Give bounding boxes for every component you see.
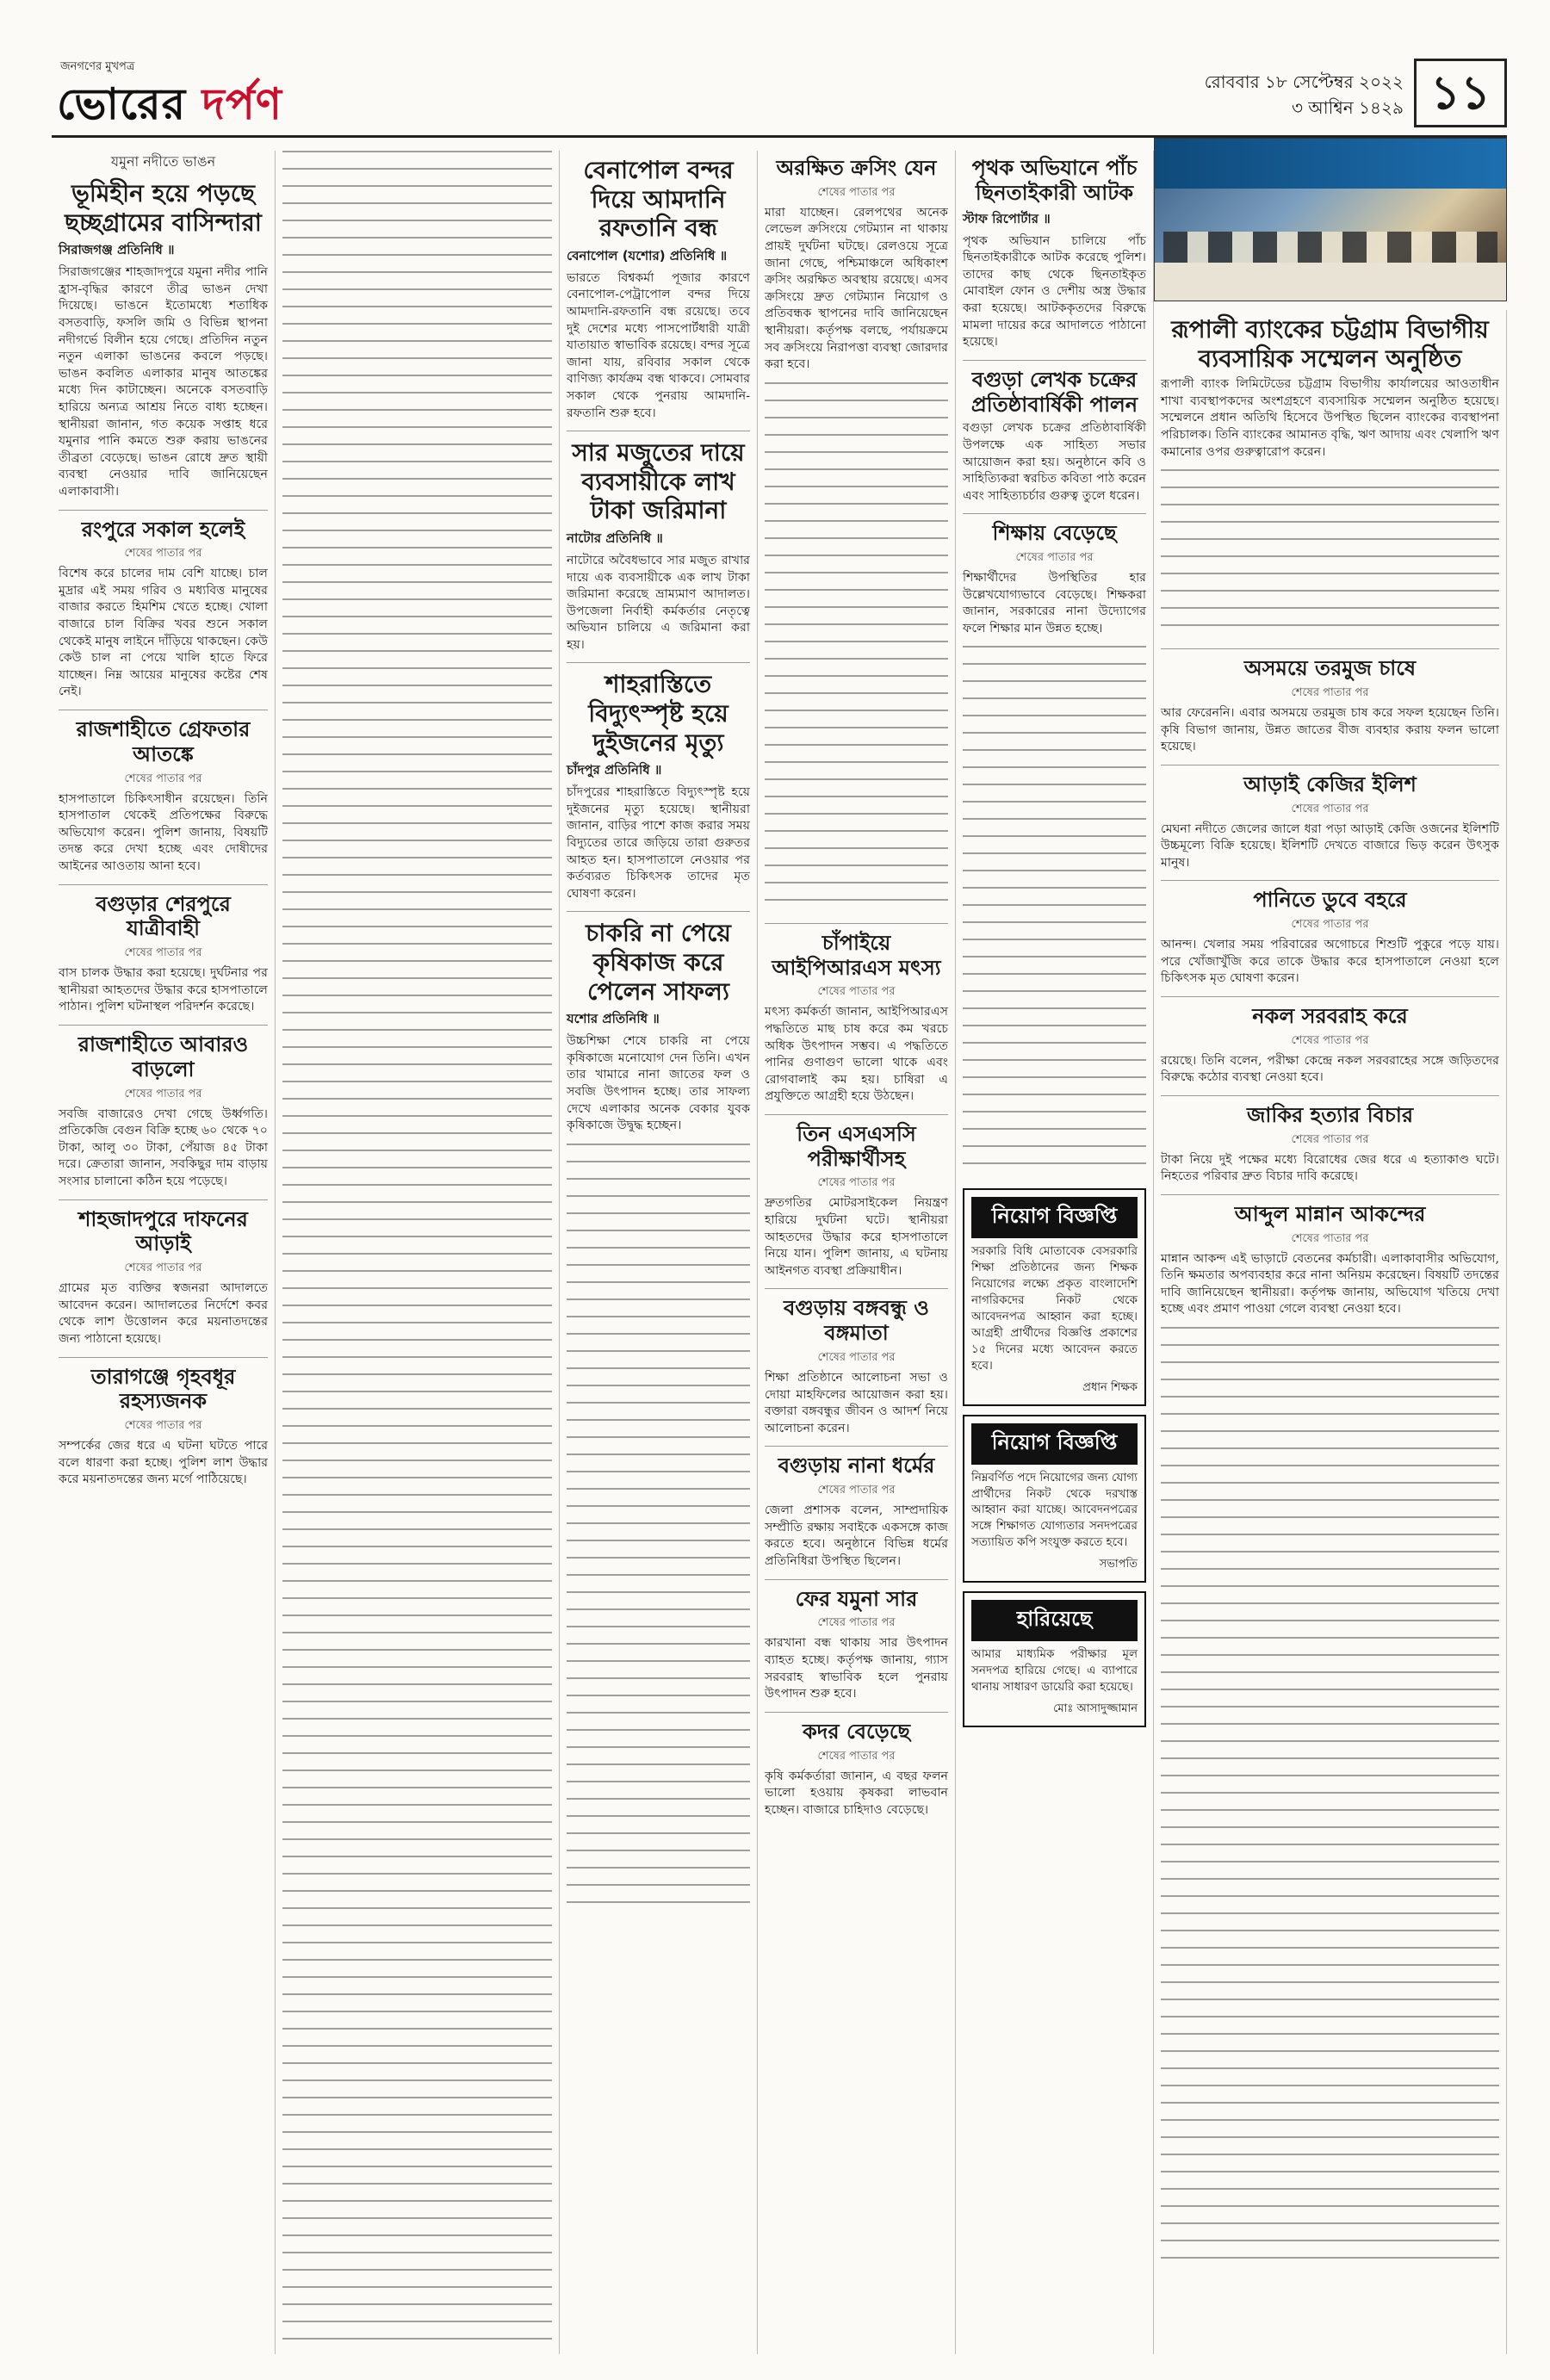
story-continued: শেষের পাতার পর <box>1291 1132 1369 1146</box>
story-jamuna-sar[interactable] <box>765 1587 948 1703</box>
story-taraganj[interactable] <box>59 1365 268 1489</box>
divider <box>1161 996 1499 997</box>
story-body: কারখানা বন্ধ থাকায় সার উৎপাদন ব্যাহত হচ্ছে। কর্তৃপক্ষ জানায়, গ্যাস সরবরাহ স্বাভাবিক হলে পুনরায় উৎপাদন শুরু হবে। <box>765 1636 948 1701</box>
ad-title: নিয়োগ বিজ্ঞপ্তি <box>971 1423 1138 1465</box>
story-headline: শাহজাদপুরে দাফনের আড়াই <box>78 1206 248 1256</box>
story-nokol[interactable] <box>1161 1004 1499 1087</box>
story-rajshahi-price[interactable] <box>59 1032 268 1191</box>
ad-recruitment-2[interactable] <box>963 1415 1146 1583</box>
story-byline: সিরাজগঞ্জ প্রতিনিধি ॥ <box>59 242 175 258</box>
page-number: ১১ <box>1414 59 1507 127</box>
story-chapai-ips[interactable] <box>765 931 948 1106</box>
story-continued: শেষের পাতার পর <box>124 1419 202 1433</box>
story-ilish[interactable] <box>1161 772 1499 872</box>
story-body: ভারতে বিশ্বকর্মা পূজার কারণে বেনাপোল-পেট্রাপোল বন্দর দিয়ে আমদানি-রফতানি বন্ধ রয়েছে। তবে দুই দেশের মধ্যে পাসপোর্টধারী যাত্রী যাতায়াত স্বাভাবিক রয়েছে। বন্দর সূত্রে জানা যায়, রবিবার সকাল থেকে বাণিজ্য কার্যক্রম বন্ধ থাকবে। সোমবার সকাল থেকে পুনরায় আমদানি-রফতানি শুরু হবে। <box>567 270 750 420</box>
story-headline: বগুড়ায় নানা ধর্মের <box>778 1453 935 1478</box>
divider <box>59 1025 268 1026</box>
story-sar[interactable] <box>567 438 750 654</box>
story-byline: নাটোর প্রতিনিধি ॥ <box>567 530 663 546</box>
divider <box>765 1446 948 1447</box>
story-headline: জাকির হত্যার বিচার <box>1246 1102 1414 1127</box>
column-2 <box>276 151 560 2354</box>
divider <box>1161 648 1499 649</box>
divider <box>765 1114 948 1115</box>
story-headline: আব্দুল মান্নান আকন্দের <box>1234 1201 1426 1226</box>
story-headline: অরক্ষিত ক্রসিং যেন <box>776 156 937 180</box>
story-body: নাটোরে অবৈধভাবে সার মজুত রাখার দায়ে এক ব্যবসায়ীকে এক লাখ টাকা জরিমানা করেছে ভ্রাম্যমাণ আদালত। উপজেলা নির্বাহী কর্মকর্তার নেতৃত্বে অভিযান চালিয়ে এ জরিমানা করা হয়। <box>567 553 750 652</box>
story-continued: শেষের পাতার পর <box>817 185 896 199</box>
story-headline: রূপালী ব্যাংকের চট্টগ্রাম বিভাগীয় ব্যবসায়িক সম্মেলন অনুষ্ঠিত <box>1171 315 1489 373</box>
divider <box>963 360 1146 361</box>
story-headline: তিন এসএসসি পরীক্ষার্থীসহ <box>797 1121 916 1171</box>
story-headline: চাঁপাইয়ে আইপিআরএস মৎস্য <box>772 930 941 980</box>
story-headline: শিক্ষায় বেড়েছে <box>992 521 1117 546</box>
story-headline: নকল সরবরাহ করে <box>1252 1003 1408 1028</box>
story-headline: আড়াই কেজির ইলিশ <box>1243 772 1417 796</box>
story-mannan[interactable] <box>1161 1202 1499 1318</box>
story-body: বগুড়া লেখক চক্রের প্রতিষ্ঠাবার্ষিকী উপলক্ষে এক সাহিত্য সভার আয়োজন করা হয়। অনুষ্ঠানে কবি ও সাহিত্যিকরা স্বরচিত কবিতা পাঠ করেন এবং সাহিত্যচর্চার গুরুত্ব তুলে ধরেন। <box>963 421 1146 503</box>
story-body: মেঘনা নদীতে জেলের জালে ধরা পড়া আড়াই কেজি ওজনের ইলিশটি উচ্চমূল্যে বিক্রি হয়েছে। ইলিশটি দেখতে বাজারে ভিড় করেন উৎসুক মানুষ। <box>1161 821 1499 870</box>
divider <box>59 510 268 511</box>
story-body: কৃষি কর্মকর্তারা জানান, এ বছর ফলন ভালো হওয়ায় কৃষকরা লাভবান হচ্ছেন। বাজারে চাহিদাও বেড়েছে। <box>765 1769 948 1817</box>
story-continued: শেষের পাতার পর <box>1291 802 1369 815</box>
story-body: চাঁদপুরের শাহরাস্তিতে বিদ্যুৎস্পৃষ্ট হয়ে দুইজনের মৃত্যু হয়েছে। স্থানীয়রা জানান, বাড়ির পাশে কাজ করার সময় বিদ্যুতের তারে জড়িয়ে তারা গুরুতর আহত হন। হাসপাতালে নেওয়ার পর কর্তব্যরত চিকিৎসক তাদের মৃত ঘোষণা করেন। <box>567 785 750 901</box>
story-headline: রাজশাহীতে আবারও বাড়লো <box>78 1032 249 1082</box>
story-body: আনন্দ। খেলার সময় পরিবারের অগোচরে শিশুটি পুকুরে পড়ে যায়। পরে খোঁজাখুঁজি করে তাকে উদ্ধার করে হাসপাতালে নেওয়া হলে চিকিৎসক মৃত ঘোষণা করেন। <box>1161 938 1499 986</box>
ad-body: আমার মাধ্যমিক পরীক্ষার মূল সনদপত্র হারিয়ে গেছে। এ ব্যাপারে থানায় সাধারণ ডায়েরি করা হয়েছে। <box>971 1647 1138 1694</box>
story-continued: শেষের পাতার পর <box>817 985 896 999</box>
divider <box>567 911 750 912</box>
date-bangla: ৩ আশ্বিন ১৪২৯ <box>1291 97 1404 118</box>
ad-signature: সভাপতি <box>1099 1558 1138 1571</box>
divider <box>765 1712 948 1713</box>
story-headline: পানিতে ডুবে বহরে <box>1253 888 1407 913</box>
story-continued: শেষের পাতার পর <box>817 1616 896 1630</box>
story-headline: বগুড়া লেখক চক্রের প্রতিষ্ঠাবার্ষিকী পালন <box>970 367 1138 417</box>
column-3 <box>560 151 758 2354</box>
story-headline: বগুড়ার শেরপুরে যাত্রীবাহী <box>96 891 231 941</box>
story-body: সবজি বাজারেও দেখা গেছে উর্ধ্বগতি। প্রতিকেজি বেগুন বিক্রি হচ্ছে ৬০ থেকে ৭০ টাকা, আলু ৩০ টাকা, পেঁয়াজ ৪৫ টাকা দরে। ক্রেতারা জানান, সবকিছুর দাম বাড়ায় সংসার চালানো কঠিন হয়ে পড়েছে। <box>59 1106 268 1188</box>
story-lekhok[interactable] <box>963 368 1146 505</box>
column-1 <box>52 151 276 2354</box>
story-jakir[interactable] <box>1161 1103 1499 1186</box>
story-continued: শেষের পাতার পর <box>124 772 202 785</box>
divider <box>59 1199 268 1200</box>
ad-title: হারিয়েছে <box>971 1600 1138 1641</box>
photo-people-row <box>1163 232 1497 266</box>
ad-recruitment-1[interactable] <box>963 1188 1146 1405</box>
column-text-fill <box>963 646 1146 1180</box>
story-headline: শাহরাস্তিতে বিদ্যুৎস্পৃষ্ট হয়ে দুইজনের মৃত্যু <box>588 670 728 757</box>
story-rajshahi-arrest[interactable] <box>59 717 268 876</box>
story-jamuna[interactable] <box>59 151 268 501</box>
story-kodor[interactable] <box>765 1720 948 1819</box>
story-headline: সার মজুতের দায়ে ব্যবসায়ীকে লাখ টাকা জরিমানা <box>572 438 745 525</box>
column-text-fill <box>1161 1327 1499 2274</box>
story-body: আর ফেরেননি। এবার অসময়ে তরমুজ চাষ করে সফল হয়েছেন তিনি। কৃষি বিভাগ জানায়, উন্নত জাতের বীজ ব্যবহার করায় ফলন ভালো হয়েছে। <box>1161 705 1499 754</box>
story-benapole[interactable] <box>567 156 750 422</box>
story-continued: শেষের পাতার পর <box>817 1351 896 1365</box>
story-headline: তারাগঞ্জে গৃহবধূর রহস্যজনক <box>90 1364 236 1414</box>
story-continued: শেষের পাতার পর <box>817 1176 896 1190</box>
story-headline: বগুড়ায় বঙ্গবন্ধু ও বঙ্গমাতা <box>784 1296 929 1346</box>
story-body: গ্রামের মৃত ব্যক্তির স্বজনরা আদালতে আবেদন করেন। আদালতের নির্দেশে কবর থেকে লাশ উত্তোলন করে ময়নাতদন্তের জন্য পাঠানো হয়েছে। <box>59 1281 268 1346</box>
story-body: শিক্ষার্থীদের উপস্থিতির হার উল্লেখযোগ্যভাবে বেড়েছে। শিক্ষকরা জানান, সরকারের নানা উদ্যোগের ফলে শিক্ষার মান উন্নত হচ্ছে। <box>963 571 1146 635</box>
divider <box>1161 1095 1499 1096</box>
event-photo[interactable] <box>1154 138 1507 301</box>
story-byline: যশোর প্রতিনিধি ॥ <box>567 1011 660 1027</box>
story-continued: শেষের পাতার পর <box>817 1749 896 1763</box>
story-ssc[interactable] <box>765 1122 948 1280</box>
story-shahjadpur[interactable] <box>59 1207 268 1348</box>
story-tormuj[interactable] <box>1161 656 1499 756</box>
story-body: রূপালী ব্যাংক লিমিটেডের চট্টগ্রাম বিভাগীয় কার্যালয়ের আওতাধীন শাখা ব্যবস্থাপকদের অংশগ্রহণে ব্যবসায়িক সম্মেলন অনুষ্ঠিত হয়েছে। সম্মেলনে প্রধান অতিথি হিসেবে উপস্থিত ছিলেন ব্যাংকের ব্যবস্থাপনা পরিচালক। তিনি ব্যাংকের আমানত বৃদ্ধি, ঋণ আদায় এবং খেলাপি ঋণ কমানোর ওপর গুরুত্বারোপ করেন। <box>1161 377 1499 459</box>
story-shikkha[interactable] <box>963 521 1146 637</box>
story-byline: স্টাফ রিপোর্টার ॥ <box>963 210 1051 226</box>
masthead <box>52 34 1507 138</box>
story-body: মারা যাচ্ছেন। রেলপথের অনেক লেভেল ক্রসিংয়ে গেটম্যান না থাকায় প্রায়ই দুর্ঘটনা ঘটছে। রেলওয়ে সূত্রে জানা গেছে, পশ্চিমাঞ্চলে অধিকাংশ ক্রসিং অরক্ষিত অবস্থায় রয়েছে। এসব ক্রসিংয়ে দ্রুত গেটম্যান নিয়োগ ও প্রতিবন্ধক স্থাপনের দাবি জানিয়েছেন স্থানীয়রা। কর্তৃপক্ষ বলছে, পর্যায়ক্রমে সব ক্রসিংয়ে নিরাপত্তা ব্যবস্থা জোরদার করা হবে। <box>765 205 948 372</box>
column-text-fill <box>1161 469 1499 641</box>
story-continued: শেষের পাতার পর <box>124 946 202 960</box>
ad-body: সরকারি বিধি মোতাবেক বেসরকারি শিক্ষা প্রতিষ্ঠানের জন্য শিক্ষক নিয়োগের লক্ষ্যে প্রকৃত বাংলাদেশি নাগরিকদের নিকট থেকে আবেদনপত্র আহ্বান করা হচ্ছে। আগ্রহী প্রার্থীদের বিজ্ঞপ্তি প্রকাশের ১৫ দিনের মধ্যে আবেদন করতে হবে। <box>971 1244 1138 1373</box>
issue-date <box>1205 69 1404 121</box>
story-body: হাসপাতালে চিকিৎসাধীন রয়েছেন। তিনি হাসপাতাল থেকেই প্রতিপক্ষের বিরুদ্ধে অভিযোগ করেন। পুলিশ জানায়, বিষয়টি তদন্ত করে দেখা হচ্ছে এবং দোষীদের আইনের আওতায় আনা হবে। <box>59 791 268 874</box>
divider <box>1161 880 1499 881</box>
column-5 <box>956 151 1154 2354</box>
story-bogura-passenger[interactable] <box>59 892 268 1016</box>
story-continued: শেষের পাতার পর <box>1291 1231 1369 1245</box>
ad-body: নিম্নবর্ণিত পদে নিয়োগের জন্য যোগ্য প্রার্থীদের নিকট থেকে দরখাস্ত আহ্বান করা যাচ্ছে। আবেদনপত্রের সঙ্গে শিক্ষাগত যোগ্যতার সনদপত্রের সত্যায়িত কপি সংযুক্ত করতে হবে। <box>971 1470 1138 1550</box>
story-body: সম্পর্কের জের ধরে এ ঘটনা ঘটতে পারে বলে ধারণা করা হচ্ছে। পুলিশ লাশ উদ্ধার করে ময়নাতদন্তের জন্য মর্গে পাঠিয়েছে। <box>59 1439 268 1487</box>
story-continued: শেষের পাতার পর <box>124 1087 202 1100</box>
story-kicker: যমুনা নদীতে ভাঙন <box>110 153 216 170</box>
story-headline: অসময়ে তরমুজ চাষে <box>1243 656 1417 681</box>
divider <box>765 1579 948 1580</box>
story-chhintai[interactable] <box>963 156 1146 351</box>
story-headline: রাজশাহীতে গ্রেফতার আতঙ্কে <box>76 717 251 766</box>
story-headline: রংপুরে সকাল হলেই <box>81 517 245 542</box>
logo-accent-text: দর্পণ <box>202 79 283 129</box>
divider <box>765 1288 948 1289</box>
story-headline: বেনাপোল বন্দর দিয়ে আমদানি রফতানি বন্ধ <box>583 156 734 243</box>
story-headline: ভূমিহীন হয়ে পড়ছে ছচ্ছগ্রামের বাসিন্দারা <box>65 179 262 237</box>
ad-title: নিয়োগ বিজ্ঞপ্তি <box>971 1197 1138 1238</box>
divider <box>59 884 268 885</box>
story-rupali[interactable] <box>1161 315 1499 461</box>
divider <box>963 513 1146 514</box>
story-body: দ্রুতগতির মোটরসাইকেল নিয়ন্ত্রণ হারিয়ে দুর্ঘটনা ঘটে। স্থানীয়রা আহতদের উদ্ধার করে হাসপাতালে নিয়ে যান। পুলিশ জানায়, এ ঘটনায় আইনগত ব্যবস্থা প্রক্রিয়াধীন। <box>765 1196 948 1278</box>
story-body: সিরাজগঞ্জের শাহজাদপুরে যমুনা নদীর পানি হ্রাস-বৃদ্ধির কারণে তীব্র ভাঙন দেখা দিয়েছে। ভাঙনে ইতোমধ্যে শতাধিক বসতবাড়ি, ফসলি জমি ও বিভিন্ন স্থাপনা নদীগর্ভে বিলীন হয়ে গেছে। প্রতিদিন নতুন নতুন এলাকা ভাঙনের কবলে পড়ছে। ভাঙন কবলিত এলাকার মানুষ আতঙ্কের মধ্যে দিন কাটাচ্ছেন। অনেকে বসতবাড়ি হারিয়ে অন্যত্র আশ্রয় নিতে বাধ্য হচ্ছেন। স্থানীয়রা জানান, গত কয়েক সপ্তাহ ধরে যমুনার পানি কমতে শুরু করায় ভাঙনের তীব্রতা বেড়েছে। ভাঙন রোধে দ্রুত স্থায়ী ব্যবস্থা নেওয়ার দাবি জানিয়েছেন এলাকাবাসী। <box>59 265 268 499</box>
ad-signature: মোঃ আসাদুজ্জামান <box>1053 1701 1138 1715</box>
divider <box>567 662 750 663</box>
column-6 <box>1154 310 1507 2354</box>
story-chakri[interactable] <box>567 919 750 1134</box>
story-body: পৃথক অভিযান চালিয়ে পাঁচ ছিনতাইকারীকে আটক করেছে পুলিশ। তাদের কাছ থেকে ছিনতাইকৃত মোবাইল ফোন ও দেশীয় অস্ত্র উদ্ধার করা হয়েছে। আটককৃতদের বিরুদ্ধে মামলা দায়ের করে আদালতে পাঠানো হয়েছে। <box>963 233 1146 350</box>
story-crossing[interactable] <box>765 156 948 374</box>
story-continued: শেষের পাতার পর <box>1291 918 1369 932</box>
column-text-fill <box>765 382 948 916</box>
story-body: শিক্ষা প্রতিষ্ঠানে আলোচনা সভা ও দোয়া মাহফিলের আয়োজন করা হয়। বক্তারা বঙ্গবন্ধুর জীবন ও আদর্শ নিয়ে আলোচনা করেন। <box>765 1371 948 1435</box>
story-religions[interactable] <box>765 1453 948 1570</box>
story-continued: শেষের পাতার পর <box>1291 1033 1369 1047</box>
story-rangpur[interactable] <box>59 518 268 702</box>
story-bangabandhu[interactable] <box>765 1296 948 1437</box>
divider <box>59 1357 268 1358</box>
column-4 <box>758 151 956 2354</box>
story-body: জেলা প্রশাসক বলেন, সাম্প্রদায়িক সম্প্রীতি রক্ষায় সবাইকে একসঙ্গে কাজ করতে হবে। অনুষ্ঠানে বিভিন্ন ধর্মের প্রতিনিধিরা উপস্থিত ছিলেন। <box>765 1503 948 1568</box>
ad-signature: প্রধান শিক্ষক <box>1082 1380 1138 1394</box>
story-continued: শেষের পাতার পর <box>817 1484 896 1497</box>
story-byline: চাঁদপুর প্রতিনিধি ॥ <box>567 762 662 778</box>
story-body: মান্নান আকন্দ এই ভাড়াটে বেতনের কর্মচারী। এলাকাবাসীর অভিযোগ, তিনি ক্ষমতার অপব্যবহার করে নানা অনিয়ম করেছেন। বিষয়টি তদন্তের দাবি জানিয়েছেন স্থানীয়রা। কর্তৃপক্ষ জানায়, অভিযোগ খতিয়ে দেখা হচ্ছে এবং প্রমাণ পাওয়া গেলে ব্যবস্থা নেওয়া হবে। <box>1161 1251 1499 1317</box>
story-pani[interactable] <box>1161 888 1499 988</box>
story-continued: শেষের পাতার পর <box>124 547 202 561</box>
story-continued: শেষের পাতার পর <box>1015 551 1094 565</box>
story-body: রয়েছে। তিনি বলেন, পরীক্ষা কেন্দ্রে নকল সরবরাহের সঙ্গে জড়িতদের বিরুদ্ধে কঠোর ব্যবস্থা নেওয়া হবে। <box>1161 1053 1499 1085</box>
story-body: টাকা নিয়ে দুই পক্ষের মধ্যে বিরোধের জের ধরে এ হত্যাকাণ্ড ঘটে। নিহতের পরিবার দ্রুত বিচার দাবি করেছে। <box>1161 1152 1499 1184</box>
divider <box>1161 1194 1499 1195</box>
column-text-fill <box>282 151 552 2354</box>
masthead-tagline: জনগণের মুখপত্র <box>60 60 135 73</box>
logo-main-text: ভোরের <box>57 79 187 129</box>
story-byline: বেনাপোল (যশোর) প্রতিনিধি ॥ <box>567 247 728 263</box>
ad-lost-notice[interactable] <box>963 1591 1146 1727</box>
column-text-fill <box>567 1144 750 1918</box>
story-shahrasti[interactable] <box>567 670 750 902</box>
story-headline: ফের যমুনা সার <box>795 1586 918 1611</box>
divider <box>765 923 948 924</box>
story-continued: শেষের পাতার পর <box>124 1261 202 1275</box>
newspaper-logo[interactable] <box>57 72 282 144</box>
story-body: বিশেষ করে চালের দাম বেশি যাচ্ছে। চাল মুদ্রার এই সময় গরিব ও মধ্যবিত্ত মানুষের বাজার করতে হিমশিম খেতে হচ্ছে। খোলা বাজারে চাল বিক্রির খবর শুনে সকাল থেকেই মানুষ লাইনে দাঁড়িয়ে থাকছেন। কেউ কেউ চাল না পেয়ে খালি হাতে ফিরে যাচ্ছেন। নিম্ন আয়ের মানুষের কষ্টের শেষ নেই। <box>59 567 268 699</box>
photo-table <box>1155 263 1506 301</box>
photo-banner <box>1155 139 1506 189</box>
story-headline: কদর বেড়েছে <box>802 1719 911 1744</box>
story-headline: পৃথক অভিযানে পাঁচ ছিনতাইকারী আটক <box>971 156 1138 205</box>
story-headline: চাকরি না পেয়ে কৃষিকাজ করে পেলেন সাফল্য <box>586 919 731 1006</box>
date-gregorian: রোববার ১৮ সেপ্টেম্বর ২০২২ <box>1204 71 1404 92</box>
story-body: বাস চালক উদ্ধার করা হয়েছে। দুর্ঘটনার পর স্থানীয়রা আহতদের উদ্ধার করে হাসপাতালে পাঠান। পুলিশ ঘটনাস্থল পরিদর্শন করেছে। <box>59 966 268 1014</box>
story-body: উচ্চশিক্ষা শেষে চাকরি না পেয়ে কৃষিকাজে মনোযোগ দেন তিনি। এখন তার খামারে নানা জাতের ফল ও সবজি উৎপাদন হচ্ছে। তার সাফল্য দেখে এলাকার অনেক বেকার যুবক কৃষিকাজে উদ্বুদ্ধ হচ্ছেন। <box>567 1034 750 1133</box>
story-continued: শেষের পাতার পর <box>1291 685 1369 699</box>
story-body: মৎস্য কর্মকর্তা জানান, আইপিআরএস পদ্ধতিতে মাছ চাষ করে কম খরচে অধিক উৎপাদন সম্ভব। এ পদ্ধতিতে পানির গুণাগুণ ভালো থাকে এবং রোগবালাই কম হয়। চাষিরা এ প্রযুক্তিতে আগ্রহী হয়ে উঠছেন। <box>765 1005 948 1104</box>
